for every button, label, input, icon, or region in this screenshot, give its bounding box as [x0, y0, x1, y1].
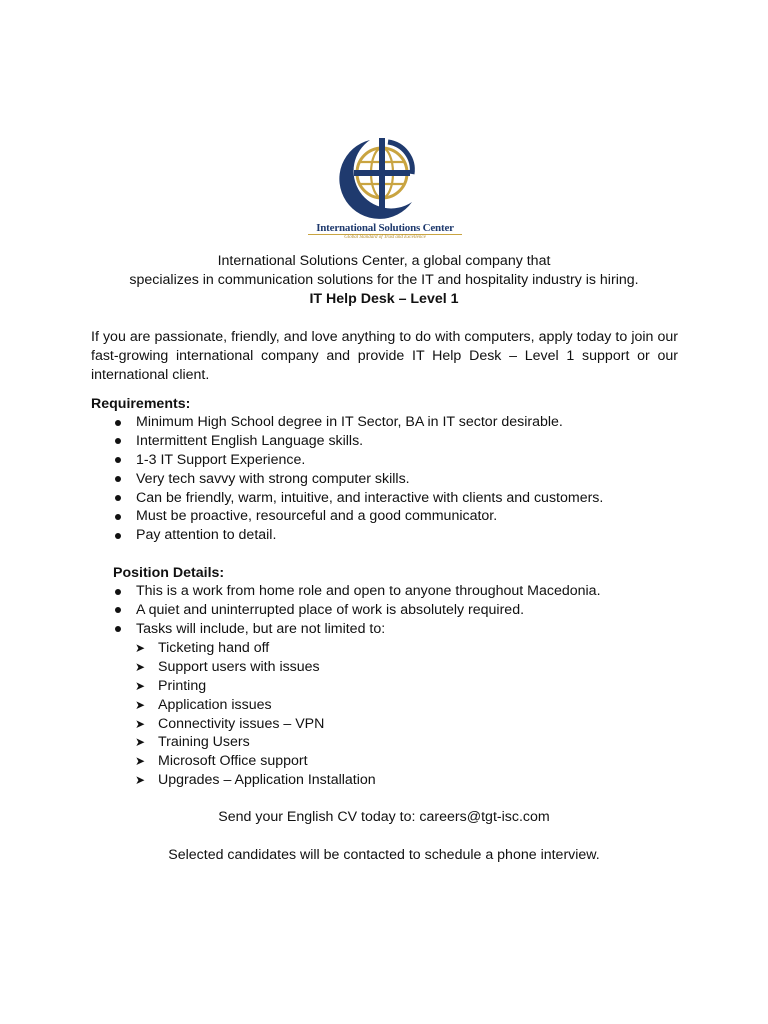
header-line-1: International Solutions Center, a global company that: [217, 253, 551, 269]
position-details-heading: Position Details:: [113, 565, 225, 581]
logo-company-name: International Solutions Center: [316, 222, 454, 234]
requirements-heading: Requirements:: [91, 396, 191, 412]
bullet-icon: [115, 457, 121, 463]
arrow-bullet-icon: ➤: [135, 697, 146, 712]
list-item: Minimum High School degree in IT Sector, BA in IT sector desirable.: [112, 413, 603, 432]
bullet-icon: [115, 626, 121, 632]
list-item: ➤ Training Users: [135, 734, 250, 751]
list-item: Very tech savvy with strong computer skills.: [112, 470, 603, 489]
list-item: ➤ Ticketing hand off: [135, 640, 270, 656]
position-details-list: [112, 582, 601, 639]
arrow-bullet-icon: ➤: [135, 735, 146, 750]
bullet-icon: [115, 514, 121, 520]
arrow-bullet-icon: ➤: [135, 678, 146, 693]
list-item: ➤ Printing: [135, 677, 207, 694]
company-logo: [300, 128, 470, 246]
intro-paragraph: If you are passionate, friendly, and love anything to do with computers, apply today to join our fast-growing international company and provide IT Help Desk – Level 1 support or our international client.: [91, 329, 678, 383]
list-item: 1-3 IT Support Experience.: [112, 451, 603, 470]
list-item: ➤ Connectivity issues – VPN: [135, 715, 325, 732]
requirements-list: [112, 413, 603, 545]
arrow-bullet-icon: ➤: [135, 773, 146, 788]
list-item: ➤ Support users with issues: [135, 658, 320, 675]
list-item: This is a work from home role and open to anyone throughout Macedonia.: [112, 582, 601, 601]
arrow-bullet-icon: ➤: [135, 716, 146, 731]
arrow-bullet-icon: ➤: [135, 641, 146, 655]
bullet-icon: [115, 438, 121, 444]
globe-logo-icon: [300, 128, 470, 223]
tasks-list: [135, 639, 376, 790]
list-item: Intermittent English Language skills.: [112, 432, 603, 451]
list-item: Can be friendly, warm, intuitive, and interactive with clients and customers.: [112, 489, 603, 508]
logo-tagline: Global Standard of Trust and Excellence: [344, 235, 426, 240]
list-item: Tasks will include, but are not limited to:: [112, 620, 601, 639]
bullet-icon: [115, 420, 121, 426]
header-line-2: specializes in communication solutions for the IT and hospitality industry is hiring.: [129, 272, 639, 288]
job-title: IT Help Desk – Level 1: [309, 291, 459, 307]
bullet-icon: [115, 607, 121, 613]
list-item: Must be proactive, resourceful and a good communicator.: [112, 507, 603, 526]
list-item: ➤ Application issues: [135, 696, 272, 713]
arrow-bullet-icon: ➤: [135, 659, 146, 674]
list-item: ➤ Upgrades – Application Installation: [135, 772, 376, 789]
document-header: [90, 252, 678, 309]
list-item: ➤ Microsoft Office support: [135, 753, 308, 770]
bullet-icon: [115, 476, 121, 482]
list-item: Pay attention to detail.: [112, 526, 603, 545]
contact-note: Selected candidates will be contacted to schedule a phone interview.: [168, 847, 600, 863]
bullet-icon: [115, 495, 121, 501]
arrow-bullet-icon: ➤: [135, 754, 146, 769]
bullet-icon: [115, 589, 121, 595]
bullet-icon: [115, 533, 121, 539]
send-cv-line: Send your English CV today to: careers@tgt-isc.com: [218, 809, 550, 825]
list-item: A quiet and uninterrupted place of work is absolutely required.: [112, 601, 601, 620]
